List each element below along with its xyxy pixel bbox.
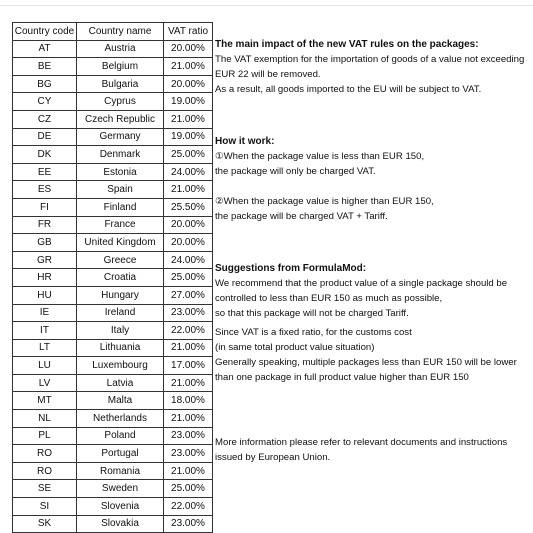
fixed-line-2: (in same total product value situation) [215, 342, 375, 353]
country-code-cell: LU [13, 357, 77, 375]
country-code-cell: CY [13, 93, 77, 111]
table-row [13, 374, 213, 392]
country-name-cell: Estonia [77, 163, 164, 181]
country-code-cell: CZ [13, 110, 77, 128]
table-row [13, 445, 213, 463]
table-row [13, 462, 213, 480]
how-case-2-line-2: the package will be charged VAT + Tariff. [215, 211, 388, 222]
country-name-cell: Spain [77, 181, 164, 199]
suggestions-line-3: so that this package will not be charged Tariff. [215, 308, 409, 319]
fixed-line-1: Since VAT is a fixed ratio, for the customs cost [215, 327, 412, 338]
impact-line-1: The VAT exemption for the importation of goods of a value not exceeding [215, 54, 525, 65]
vat-ratio-cell: 22.00% [164, 498, 213, 516]
country-code-cell: HU [13, 286, 77, 304]
vat-ratio-cell: 21.00% [164, 110, 213, 128]
fixed-line-3: Generally speaking, multiple packages less than EUR 150 will be lower [215, 357, 517, 368]
table-row [13, 304, 213, 322]
country-code-cell: ES [13, 181, 77, 199]
vat-ratio-cell: 21.00% [164, 58, 213, 76]
table-row [13, 392, 213, 410]
vat-ratio-cell: 27.00% [164, 286, 213, 304]
country-name-cell: Italy [77, 322, 164, 340]
country-name-cell: Bulgaria [77, 75, 164, 93]
country-name-cell: Netherlands [77, 410, 164, 428]
vat-ratio-cell: 23.00% [164, 427, 213, 445]
impact-line-2: EUR 22 will be removed. [215, 69, 321, 80]
country-name-cell: Greece [77, 251, 164, 269]
vat-ratio-cell: 21.00% [164, 181, 213, 199]
table-row [13, 58, 213, 76]
impact-line-3: As a result, all goods imported to the EU will be subject to VAT. [215, 84, 482, 95]
country-name-cell: Denmark [77, 146, 164, 164]
table-body [13, 40, 213, 533]
vat-ratio-cell: 17.00% [164, 357, 213, 375]
how-case-2-line-1: ②When the package value is higher than EUR 150, [215, 196, 434, 207]
vat-ratio-cell: 25.00% [164, 269, 213, 287]
suggestions-section [215, 261, 507, 321]
fixed-line-4: than one package in full product value higher than EUR 150 [215, 372, 469, 383]
vat-ratio-cell: 19.00% [164, 128, 213, 146]
fixed-ratio-section [215, 325, 517, 385]
country-code-cell: BG [13, 75, 77, 93]
table-row [13, 198, 213, 216]
vat-ratio-cell: 18.00% [164, 392, 213, 410]
country-code-cell: DE [13, 128, 77, 146]
table-row [13, 216, 213, 234]
table-header-row [13, 23, 213, 41]
country-name-cell: Ireland [77, 304, 164, 322]
top-divider [0, 5, 533, 6]
country-code-cell: LT [13, 339, 77, 357]
table-row [13, 357, 213, 375]
country-name-cell: Germany [77, 128, 164, 146]
vat-ratio-cell: 23.00% [164, 445, 213, 463]
how-case-1-line-1: ①When the package value is less than EUR 150, [215, 151, 425, 162]
country-code-cell: MT [13, 392, 77, 410]
country-code-cell: RO [13, 445, 77, 463]
vat-ratio-cell: 21.00% [164, 374, 213, 392]
country-code-cell: NL [13, 410, 77, 428]
vat-ratio-cell: 19.00% [164, 93, 213, 111]
vat-table [12, 22, 213, 533]
vat-ratio-cell: 21.00% [164, 462, 213, 480]
table-row [13, 322, 213, 340]
country-name-cell: Malta [77, 392, 164, 410]
country-code-cell: HR [13, 269, 77, 287]
header-country-code: Country code [13, 23, 77, 41]
country-code-cell: DK [13, 146, 77, 164]
table-row [13, 251, 213, 269]
vat-ratio-cell: 20.00% [164, 40, 213, 58]
table-row [13, 269, 213, 287]
header-vat-ratio: VAT ratio [164, 23, 213, 41]
suggestions-line-1: We recommend that the product value of a single package should be [215, 278, 508, 289]
table-row [13, 286, 213, 304]
table-row [13, 339, 213, 357]
table-row [13, 181, 213, 199]
vat-ratio-cell: 20.00% [164, 75, 213, 93]
vat-ratio-cell: 23.00% [164, 515, 213, 533]
vat-ratio-cell: 22.00% [164, 322, 213, 340]
country-name-cell: Portugal [77, 445, 164, 463]
vat-ratio-cell: 20.00% [164, 234, 213, 252]
vat-ratio-cell: 24.00% [164, 251, 213, 269]
country-name-cell: Poland [77, 427, 164, 445]
country-name-cell: Belgium [77, 58, 164, 76]
how-case-1-line-2: the package will only be charged VAT. [215, 166, 376, 177]
vat-ratio-cell: 24.00% [164, 163, 213, 181]
header-country-name: Country name [77, 23, 164, 41]
table-row [13, 128, 213, 146]
country-name-cell: United Kingdom [77, 234, 164, 252]
vat-ratio-cell: 23.00% [164, 304, 213, 322]
country-code-cell: SK [13, 515, 77, 533]
country-name-cell: Sweden [77, 480, 164, 498]
country-code-cell: SI [13, 498, 77, 516]
country-name-cell: Cyprus [77, 93, 164, 111]
table-row [13, 427, 213, 445]
country-code-cell: FR [13, 216, 77, 234]
table-row [13, 146, 213, 164]
country-code-cell: GR [13, 251, 77, 269]
country-name-cell: France [77, 216, 164, 234]
table-row [13, 234, 213, 252]
table-row [13, 410, 213, 428]
table-row [13, 163, 213, 181]
table-row [13, 515, 213, 533]
country-name-cell: Hungary [77, 286, 164, 304]
country-name-cell: Austria [77, 40, 164, 58]
country-code-cell: RO [13, 462, 77, 480]
table-row [13, 75, 213, 93]
country-code-cell: EE [13, 163, 77, 181]
table-row [13, 110, 213, 128]
country-name-cell: Romania [77, 462, 164, 480]
country-code-cell: GB [13, 234, 77, 252]
country-code-cell: IT [13, 322, 77, 340]
impact-heading: The main impact of the new VAT rules on the packages: [215, 39, 479, 50]
country-name-cell: Croatia [77, 269, 164, 287]
more-info-section [215, 435, 507, 465]
country-name-cell: Czech Republic [77, 110, 164, 128]
more-line-2: issued by European Union. [215, 452, 331, 463]
how-section [215, 134, 434, 224]
country-code-cell: SE [13, 480, 77, 498]
table-row [13, 498, 213, 516]
how-heading: How it work: [215, 136, 275, 147]
country-name-cell: Lithuania [77, 339, 164, 357]
country-name-cell: Finland [77, 198, 164, 216]
country-name-cell: Latvia [77, 374, 164, 392]
vat-ratio-cell: 20.00% [164, 216, 213, 234]
vat-ratio-cell: 25.00% [164, 146, 213, 164]
table-row [13, 93, 213, 111]
country-code-cell: PL [13, 427, 77, 445]
more-line-1: More information please refer to relevant documents and instructions [215, 437, 508, 448]
country-code-cell: IE [13, 304, 77, 322]
vat-ratio-cell: 21.00% [164, 410, 213, 428]
vat-ratio-cell: 25.00% [164, 480, 213, 498]
suggestions-line-2: controlled to less than EUR 150 as much as possible, [215, 293, 443, 304]
country-code-cell: AT [13, 40, 77, 58]
table-row [13, 40, 213, 58]
country-name-cell: Slovakia [77, 515, 164, 533]
table-row [13, 480, 213, 498]
country-code-cell: BE [13, 58, 77, 76]
suggestions-heading: Suggestions from FormulaMod: [215, 263, 367, 274]
country-code-cell: FI [13, 198, 77, 216]
country-name-cell: Luxembourg [77, 357, 164, 375]
vat-ratio-cell: 21.00% [164, 339, 213, 357]
vat-ratio-cell: 25.50% [164, 198, 213, 216]
country-code-cell: LV [13, 374, 77, 392]
country-name-cell: Slovenia [77, 498, 164, 516]
impact-section [215, 37, 524, 97]
